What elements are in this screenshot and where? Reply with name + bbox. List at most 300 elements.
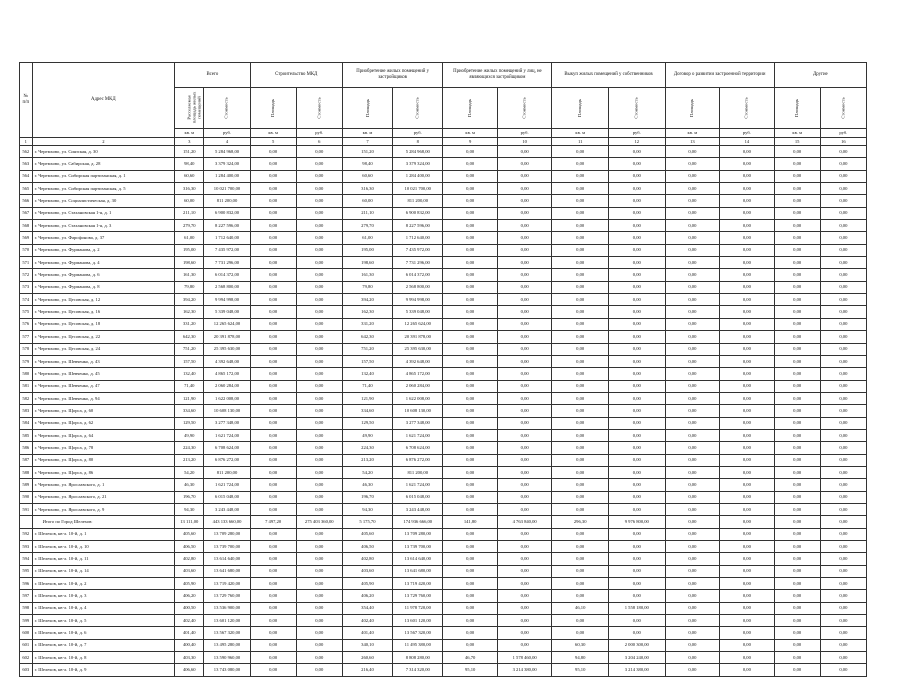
row-value: 0,00 [609, 590, 666, 602]
row-value: 60,30 [552, 639, 609, 651]
row-value: 0,00 [296, 442, 342, 454]
row-value: 7 731 296,00 [204, 257, 250, 269]
row-value: 0,00 [820, 368, 866, 380]
row-value: 0,00 [820, 578, 866, 590]
row-value: 0,00 [609, 257, 666, 269]
row-value: 0,00 [720, 553, 775, 565]
row-address: г. Черемхово, ул. Стахановская 1-я, д. 1 [32, 207, 175, 219]
row-value: 11 495 380,00 [393, 639, 443, 651]
row-value: 0,00 [443, 429, 498, 441]
row-value: 0,00 [497, 281, 552, 293]
row-value: 0,00 [296, 466, 342, 478]
row-value: 0,00 [820, 429, 866, 441]
row-value: 0,00 [250, 454, 296, 466]
table-row [20, 602, 867, 614]
row-value: 0,00 [720, 442, 775, 454]
table-row [20, 541, 867, 553]
row-value: 1 284 400,00 [393, 170, 443, 182]
unit-area: кв. м [665, 129, 720, 138]
row-value: 0,00 [296, 565, 342, 577]
row-value: 9 994 998,00 [204, 294, 250, 306]
row-value: 5 175,70 [342, 516, 392, 528]
row-value: 0,00 [720, 220, 775, 232]
row-value: 0,00 [720, 257, 775, 269]
column-number: 9 [443, 138, 498, 146]
row-value: 8 227 596,00 [393, 220, 443, 232]
table-row [20, 590, 867, 602]
row-value: 174 936 666,00 [393, 516, 443, 528]
row-address: г. Черемхово, ул. Шевченко, д. 94 [32, 392, 175, 404]
row-address: г. Черемхово, ул. Стахановская 1-я, д. 3 [32, 220, 175, 232]
row-value: 0,00 [665, 528, 720, 540]
row-value: 13 729 760,00 [204, 590, 250, 602]
row-value: 13 641 680,00 [204, 565, 250, 577]
row-value: 0,00 [552, 541, 609, 553]
row-number: 568 [20, 220, 33, 232]
row-value: 275 403 360,00 [296, 516, 342, 528]
table-body [20, 146, 867, 677]
row-value: 334,60 [342, 405, 392, 417]
row-value: 0,00 [250, 503, 296, 515]
row-value: 0,00 [552, 257, 609, 269]
header-group-developers: Приобретение жилых помещений у застройщиков [342, 63, 443, 88]
row-number: 596 [20, 578, 33, 590]
row-value: 0,00 [820, 281, 866, 293]
row-value: 0,00 [720, 244, 775, 256]
row-value: 0,00 [820, 392, 866, 404]
row-value: 0,00 [820, 244, 866, 256]
row-value: 0,00 [774, 257, 820, 269]
row-value: 0,00 [552, 491, 609, 503]
table-row [20, 294, 867, 306]
table-row [20, 368, 867, 380]
row-number: 597 [20, 590, 33, 602]
row-value: 0,00 [443, 578, 498, 590]
row-value: 10 021 700,00 [204, 183, 250, 195]
row-value: 0,00 [296, 244, 342, 256]
row-number: 602 [20, 652, 33, 664]
row-address: г. Черемхово, ул. Фурманова, д. 6 [32, 269, 175, 281]
row-value: 0,00 [774, 195, 820, 207]
row-value: 0,00 [497, 479, 552, 491]
table-row [20, 257, 867, 269]
row-value: 0,00 [665, 590, 720, 602]
row-value: 0,00 [820, 516, 866, 528]
row-value: 0,00 [774, 602, 820, 614]
row-value: 400,50 [175, 602, 204, 614]
row-number: 579 [20, 355, 33, 367]
row-value: 0,00 [609, 553, 666, 565]
row-value: 10 021 700,00 [393, 183, 443, 195]
header-cost: Стоимость [720, 88, 775, 129]
header-cost: Стоимость [296, 88, 342, 129]
row-value: 0,00 [820, 442, 866, 454]
row-value: 0,00 [552, 318, 609, 330]
row-value: 0,00 [443, 232, 498, 244]
unit-area: кв. м [342, 129, 392, 138]
row-value: 0,00 [609, 479, 666, 491]
row-value: 1 578 460,00 [497, 652, 552, 664]
row-value: 95,10 [443, 664, 498, 676]
row-value: 12 265 624,00 [393, 318, 443, 330]
row-value: 401,40 [175, 627, 204, 639]
row-number: 595 [20, 565, 33, 577]
row-value: 4 865 172,00 [204, 368, 250, 380]
row-value: 406,50 [342, 541, 392, 553]
row-value: 13 743 080,00 [204, 664, 250, 676]
row-value: 8 227 596,00 [204, 220, 250, 232]
row-value: 406,20 [175, 590, 204, 602]
row-value: 10 608 130,00 [393, 405, 443, 417]
header-num: № п/п [20, 63, 33, 138]
row-value: 4 392 648,00 [393, 355, 443, 367]
row-value: 0,00 [665, 405, 720, 417]
row-value: 6 900 832,00 [393, 207, 443, 219]
row-value: 0,00 [720, 466, 775, 478]
row-value: 151,20 [342, 146, 392, 158]
row-value: 0,00 [774, 146, 820, 158]
row-value: 0,00 [296, 491, 342, 503]
row-number: 570 [20, 244, 33, 256]
row-value: 0,00 [497, 639, 552, 651]
unit-cost: руб. [720, 129, 775, 138]
row-value: 0,00 [250, 565, 296, 577]
row-number: 567 [20, 207, 33, 219]
row-value: 13 719 420,00 [393, 578, 443, 590]
row-number: 569 [20, 232, 33, 244]
row-value: 1 558 180,00 [609, 602, 666, 614]
row-value: 0,00 [497, 207, 552, 219]
row-value: 0,00 [665, 417, 720, 429]
row-address: г. Черемхово, ул. Цесовская, д. 22 [32, 331, 175, 343]
row-value: 0,00 [552, 392, 609, 404]
row-value: 0,00 [250, 442, 296, 454]
row-value: 811 200,00 [393, 195, 443, 207]
row-value: 0,00 [720, 664, 775, 676]
row-value: 0,00 [820, 491, 866, 503]
row-value: 5 339 048,00 [393, 306, 443, 318]
row-value: 0,00 [443, 355, 498, 367]
row-number: 590 [20, 491, 33, 503]
row-value: 0,00 [820, 318, 866, 330]
row-value: 4 763 840,00 [497, 516, 552, 528]
row-value: 211,10 [175, 207, 204, 219]
row-value: 49,90 [175, 429, 204, 441]
row-value: 0,00 [497, 405, 552, 417]
column-number: 16 [820, 138, 866, 146]
row-value: 196,70 [175, 491, 204, 503]
row-value: 316,30 [175, 183, 204, 195]
resettlement-table [19, 62, 867, 677]
row-value: 0,00 [497, 417, 552, 429]
row-value: 0,00 [552, 195, 609, 207]
row-value: 0,00 [296, 269, 342, 281]
row-value: 3 243 448,00 [204, 503, 250, 515]
row-value: 279,70 [342, 220, 392, 232]
row-value: 13 614 640,00 [204, 553, 250, 565]
row-value: 340,10 [342, 639, 392, 651]
row-value: 0,00 [820, 257, 866, 269]
row-value: 0,00 [774, 479, 820, 491]
row-value: 0,00 [665, 207, 720, 219]
row-value: 0,00 [774, 158, 820, 170]
row-value: 0,00 [774, 528, 820, 540]
row-value: 6 876 272,00 [204, 454, 250, 466]
row-value: 0,00 [820, 664, 866, 676]
row-address: г. Черемхово, ул. Щорса, д. 60 [32, 405, 175, 417]
row-value: 0,00 [820, 331, 866, 343]
row-value: 0,00 [296, 652, 342, 664]
row-value: 0,00 [497, 553, 552, 565]
row-value: 0,00 [250, 639, 296, 651]
row-value: 0,00 [609, 269, 666, 281]
row-value: 0,00 [296, 158, 342, 170]
table-row [20, 553, 867, 565]
row-address: г. Шелехов, кв-л. 10-й, д. 1 [32, 528, 175, 540]
row-value: 0,00 [665, 429, 720, 441]
row-value: 13 641 680,00 [393, 565, 443, 577]
row-value: 0,00 [250, 195, 296, 207]
row-value: 0,00 [665, 343, 720, 355]
table-row [20, 442, 867, 454]
row-value: 3 204 240,00 [609, 652, 666, 664]
row-value: 0,00 [552, 503, 609, 515]
row-value: 0,00 [774, 220, 820, 232]
row-value: 0,00 [250, 429, 296, 441]
row-value: 3 379 324,00 [393, 158, 443, 170]
row-value: 0,00 [820, 170, 866, 182]
table-row [20, 380, 867, 392]
row-value: 0,00 [609, 442, 666, 454]
row-value: 0,00 [296, 602, 342, 614]
header-area: Площадь [250, 88, 296, 129]
row-number: 589 [20, 479, 33, 491]
row-value: 0,00 [497, 466, 552, 478]
row-value: 0,00 [497, 183, 552, 195]
column-number: 10 [497, 138, 552, 146]
row-value: 0,00 [296, 454, 342, 466]
row-value: 7 731 296,00 [393, 257, 443, 269]
row-value: 5 284 968,00 [393, 146, 443, 158]
unit-area: кв. м [250, 129, 296, 138]
row-value: 0,00 [820, 146, 866, 158]
row-value: 0,00 [820, 627, 866, 639]
column-number: 15 [774, 138, 820, 146]
row-value: 0,00 [609, 318, 666, 330]
row-value: 0,00 [497, 318, 552, 330]
row-value: 0,00 [296, 318, 342, 330]
row-value: 0,00 [250, 343, 296, 355]
row-value: 3 277 348,00 [204, 417, 250, 429]
row-value: 0,00 [497, 503, 552, 515]
header-group-total: Всего [175, 63, 250, 88]
table-row [20, 639, 867, 651]
row-value: 0,00 [250, 158, 296, 170]
row-value: 0,00 [250, 232, 296, 244]
row-value: 0,00 [720, 207, 775, 219]
row-value: 0,00 [443, 503, 498, 515]
row-value: 0,00 [443, 565, 498, 577]
row-value: 0,00 [497, 578, 552, 590]
row-value: 0,00 [720, 195, 775, 207]
table-row [20, 664, 867, 676]
row-value: 0,00 [820, 417, 866, 429]
row-value: 642,30 [175, 331, 204, 343]
row-value: 0,00 [774, 578, 820, 590]
row-value: 0,00 [250, 244, 296, 256]
row-value: 0,00 [720, 294, 775, 306]
row-value: 0,00 [774, 232, 820, 244]
row-value: 0,00 [774, 590, 820, 602]
table-row [20, 578, 867, 590]
row-address: г. Черемхово, ул. Фарофонова, д. 37 [32, 232, 175, 244]
column-number: 7 [342, 138, 392, 146]
row-number: 573 [20, 281, 33, 293]
row-value: 0,00 [774, 392, 820, 404]
header-group-construction: Строительство МКД [250, 63, 342, 88]
row-value: 198,60 [175, 257, 204, 269]
row-address: г. Черемхово, ул. Щорса, д. 86 [32, 466, 175, 478]
row-value: 0,00 [497, 627, 552, 639]
row-value: 0,00 [665, 306, 720, 318]
row-value: 811 200,00 [393, 466, 443, 478]
row-value: 0,00 [820, 553, 866, 565]
row-value: 0,00 [443, 541, 498, 553]
row-value: 0,00 [720, 355, 775, 367]
row-value: 0,00 [820, 541, 866, 553]
row-value: 0,00 [774, 306, 820, 318]
row-value: 61,00 [342, 232, 392, 244]
unit-cost: руб. [296, 129, 342, 138]
row-value: 129,50 [175, 417, 204, 429]
header-group-buyout: Выкуп жилых помещений у собственников [552, 63, 665, 88]
row-value: 0,00 [820, 602, 866, 614]
row-address: г. Черемхово, ул. Фурманова, д. 2 [32, 244, 175, 256]
row-number: 578 [20, 343, 33, 355]
row-value: 0,00 [552, 479, 609, 491]
row-value: 95,10 [552, 664, 609, 676]
row-value: 0,00 [552, 615, 609, 627]
row-value: 79,80 [342, 281, 392, 293]
row-value: 46,30 [175, 479, 204, 491]
row-value: 0,00 [820, 343, 866, 355]
table-row [20, 331, 867, 343]
row-value: 0,00 [296, 257, 342, 269]
row-value: 316,30 [342, 183, 392, 195]
row-value: 0,00 [443, 158, 498, 170]
row-value: 129,50 [342, 417, 392, 429]
row-value: 0,00 [609, 503, 666, 515]
unit-cost: руб. [393, 129, 443, 138]
row-value: 811 200,00 [204, 466, 250, 478]
row-value: 1 621 724,00 [393, 429, 443, 441]
row-value: 0,00 [443, 220, 498, 232]
row-value: 0,00 [665, 170, 720, 182]
row-value: 0,00 [720, 429, 775, 441]
row-value: 0,00 [820, 306, 866, 318]
row-value: 394,20 [342, 294, 392, 306]
row-value: 0,00 [497, 195, 552, 207]
row-value: 0,00 [296, 207, 342, 219]
row-address: г. Черемхово, ул. Ярославского, д. 9 [32, 503, 175, 515]
table-row [20, 429, 867, 441]
row-value: 0,00 [296, 183, 342, 195]
row-address: г. Черемхово, ул. Щорса, д. 64 [32, 429, 175, 441]
row-value: 0,00 [296, 331, 342, 343]
row-value: 0,00 [296, 170, 342, 182]
column-number: 2 [32, 138, 175, 146]
row-address: г. Черемхово, ул. Сабирская, д. 28 [32, 158, 175, 170]
row-value: 0,00 [497, 244, 552, 256]
row-value: 0,00 [250, 331, 296, 343]
row-value: 0,00 [443, 294, 498, 306]
row-value: 4 392 648,00 [204, 355, 250, 367]
row-value: 0,00 [296, 639, 342, 651]
row-value: 0,00 [720, 479, 775, 491]
row-value: 13 729 760,00 [393, 590, 443, 602]
row-value: 0,00 [250, 664, 296, 676]
row-value: 0,00 [250, 590, 296, 602]
row-value: 6 876 272,00 [393, 454, 443, 466]
row-value: 0,00 [443, 368, 498, 380]
row-value: 0,00 [774, 417, 820, 429]
header-group-development-agreement: Договор о развитии застроенной территории [665, 63, 774, 88]
row-value: 60,60 [342, 170, 392, 182]
row-number: 591 [20, 503, 33, 515]
row-value: 0,00 [774, 454, 820, 466]
row-value: 0,00 [774, 269, 820, 281]
row-value: 0,00 [250, 602, 296, 614]
row-value: 60,00 [342, 195, 392, 207]
row-value: 213,20 [175, 454, 204, 466]
row-value: 0,00 [552, 590, 609, 602]
row-value: 2 568 800,00 [393, 281, 443, 293]
unit-area: кв. м [774, 129, 820, 138]
row-value: 0,00 [774, 664, 820, 676]
row-value: 0,00 [250, 220, 296, 232]
row-value: 0,00 [665, 195, 720, 207]
row-value: 0,00 [443, 417, 498, 429]
row-value: 0,00 [497, 257, 552, 269]
header-cost: Стоимость [393, 88, 443, 129]
row-value: 0,00 [250, 170, 296, 182]
row-value: 0,00 [665, 244, 720, 256]
row-value: 0,00 [443, 257, 498, 269]
row-value: 0,00 [820, 269, 866, 281]
unit-cost: руб. [820, 129, 866, 138]
row-value: 0,00 [665, 541, 720, 553]
header-cost: Стоимость [820, 88, 866, 129]
row-value: 0,00 [609, 528, 666, 540]
row-value: 20 391 878,00 [393, 331, 443, 343]
row-value: 13 111,00 [175, 516, 204, 528]
row-value: 0,00 [609, 343, 666, 355]
table-row [20, 170, 867, 182]
row-value: 0,00 [774, 183, 820, 195]
row-value: 0,00 [443, 269, 498, 281]
row-value: 0,00 [820, 195, 866, 207]
row-value: 0,00 [665, 355, 720, 367]
row-address: г. Шелехов, кв-л. 10-й, д. 7 [32, 639, 175, 651]
row-value: 0,00 [296, 232, 342, 244]
row-value: 0,00 [820, 158, 866, 170]
row-value: 0,00 [774, 491, 820, 503]
column-number: 3 [175, 138, 204, 146]
column-number: 1 [20, 138, 33, 146]
row-value: 0,00 [250, 627, 296, 639]
row-value: 0,00 [497, 454, 552, 466]
row-value: 6 014 372,00 [204, 269, 250, 281]
